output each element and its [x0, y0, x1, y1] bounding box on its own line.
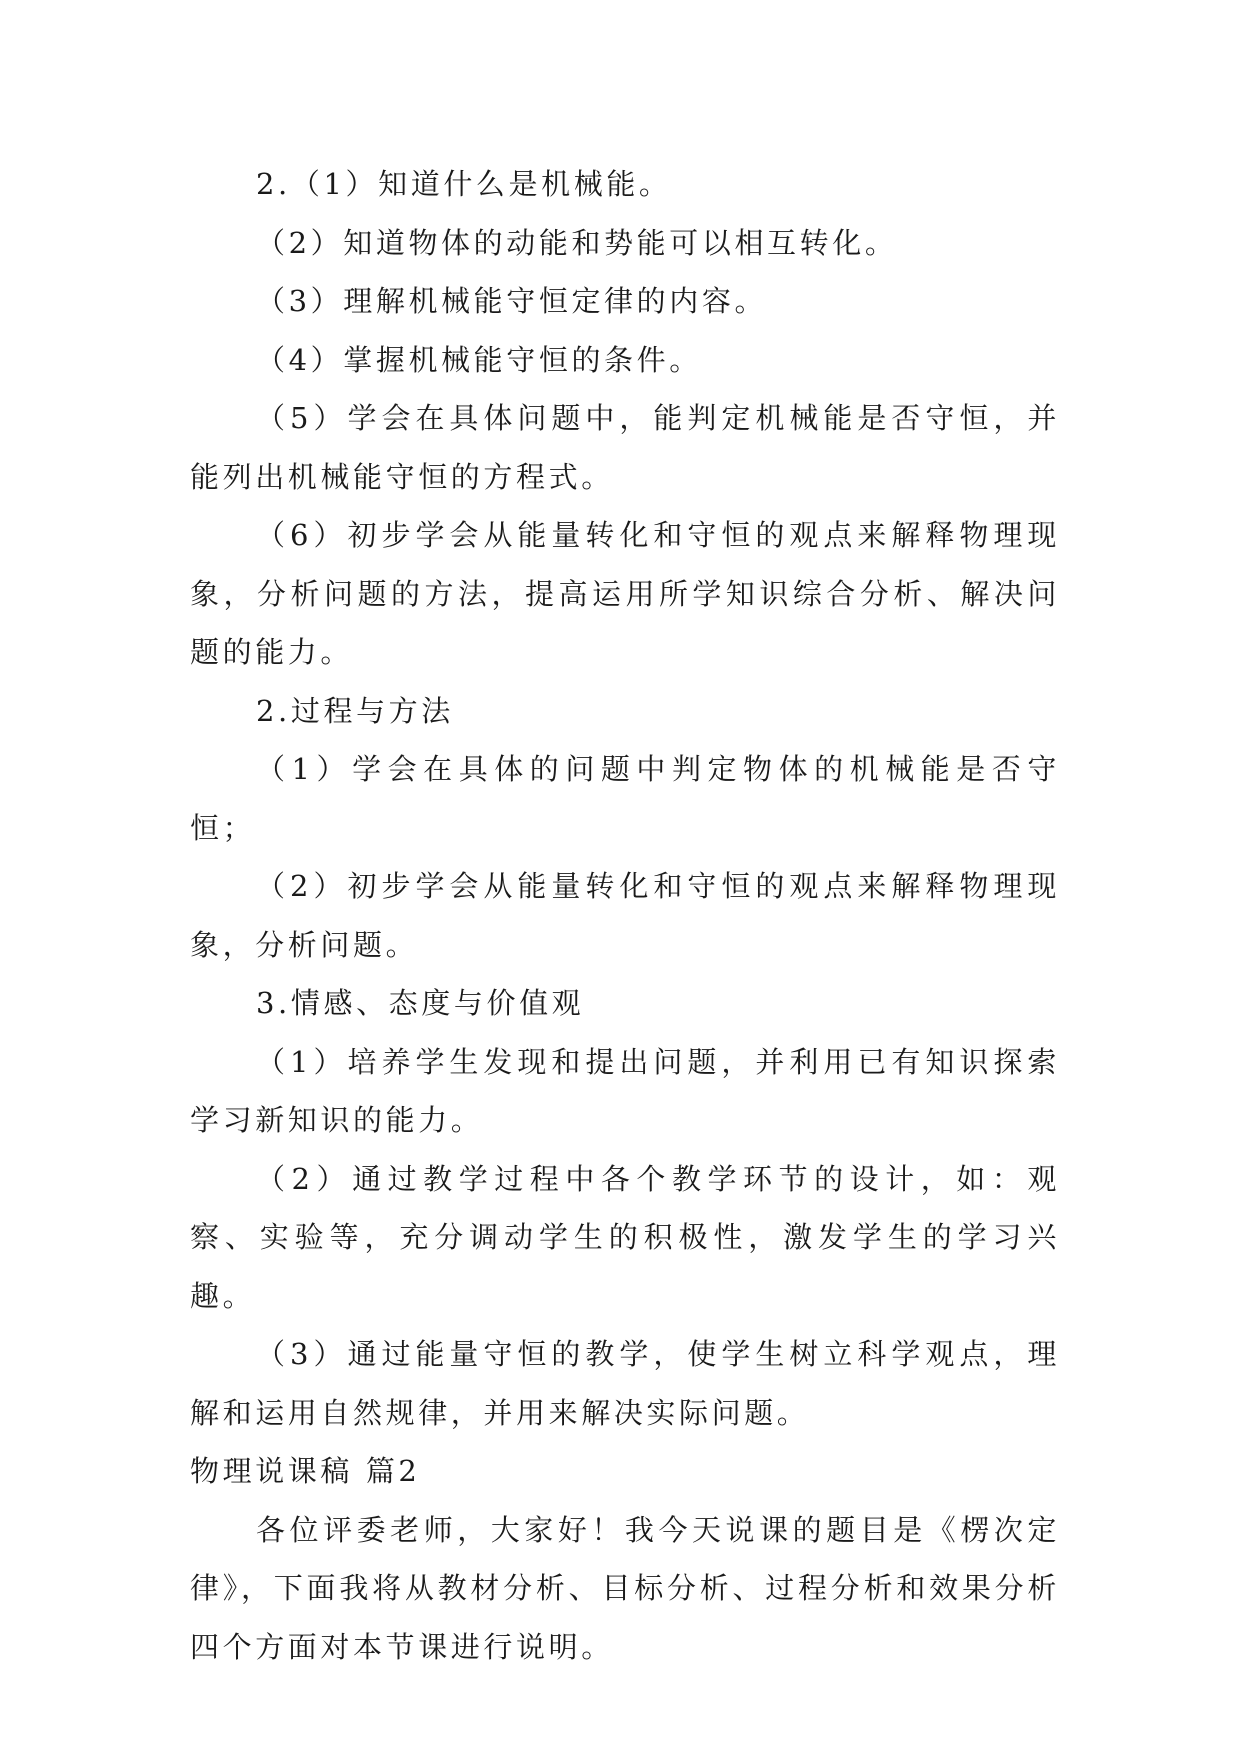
values-item-3: （3）通过能量守恒的教学，使学生树立科学观点，理解和运用自然规律，并用来解决实际问题。 — [190, 1337, 1060, 1430]
process-method-heading: 2.过程与方法 — [256, 693, 454, 728]
objective-4: （4）掌握机械能守恒的条件。 — [256, 342, 702, 377]
objective-2: （2）知道物体的动能和势能可以相互转化。 — [256, 225, 898, 260]
objective-3: （3）理解机械能守恒定律的内容。 — [256, 284, 768, 318]
objective-5: （5）学会在具体问题中，能判定机械能是否守恒，并能列出机械能守恒的方程式。 — [190, 401, 1060, 494]
document-page — [190, 155, 1060, 1676]
objective-6: （6）初步学会从能量转化和守恒的观点来解释物理现象，分析问题的方法，提高运用所学知识综合分析、解决问题的能力。 — [190, 518, 1060, 669]
values-item-2: （2）通过教学过程中各个教学环节的设计，如：观察、实验等，充分调动学生的积极性，激发学生的学习兴趣。 — [190, 1161, 1060, 1313]
objective-1: 2.（1）知道什么是机械能。 — [256, 167, 672, 201]
values-heading: 3.情感、态度与价值观 — [256, 986, 585, 1020]
process-item-1: （1）学会在具体的问题中判定物体的机械能是否守恒； — [190, 752, 1060, 845]
values-item-1: （1）培养学生发现和提出问题，并利用已有知识探索学习新知识的能力。 — [190, 1044, 1060, 1137]
section-title: 物理说课稿 篇2 — [190, 1454, 421, 1488]
intro-paragraph: 各位评委老师，大家好！我今天说课的题目是《楞次定律》，下面我将从教材分析、目标分析、过程分析和效果分析四个方面对本节课进行说明。 — [190, 1512, 1060, 1664]
process-item-2: （2）初步学会从能量转化和守恒的观点来解释物理现象，分析问题。 — [190, 869, 1060, 962]
